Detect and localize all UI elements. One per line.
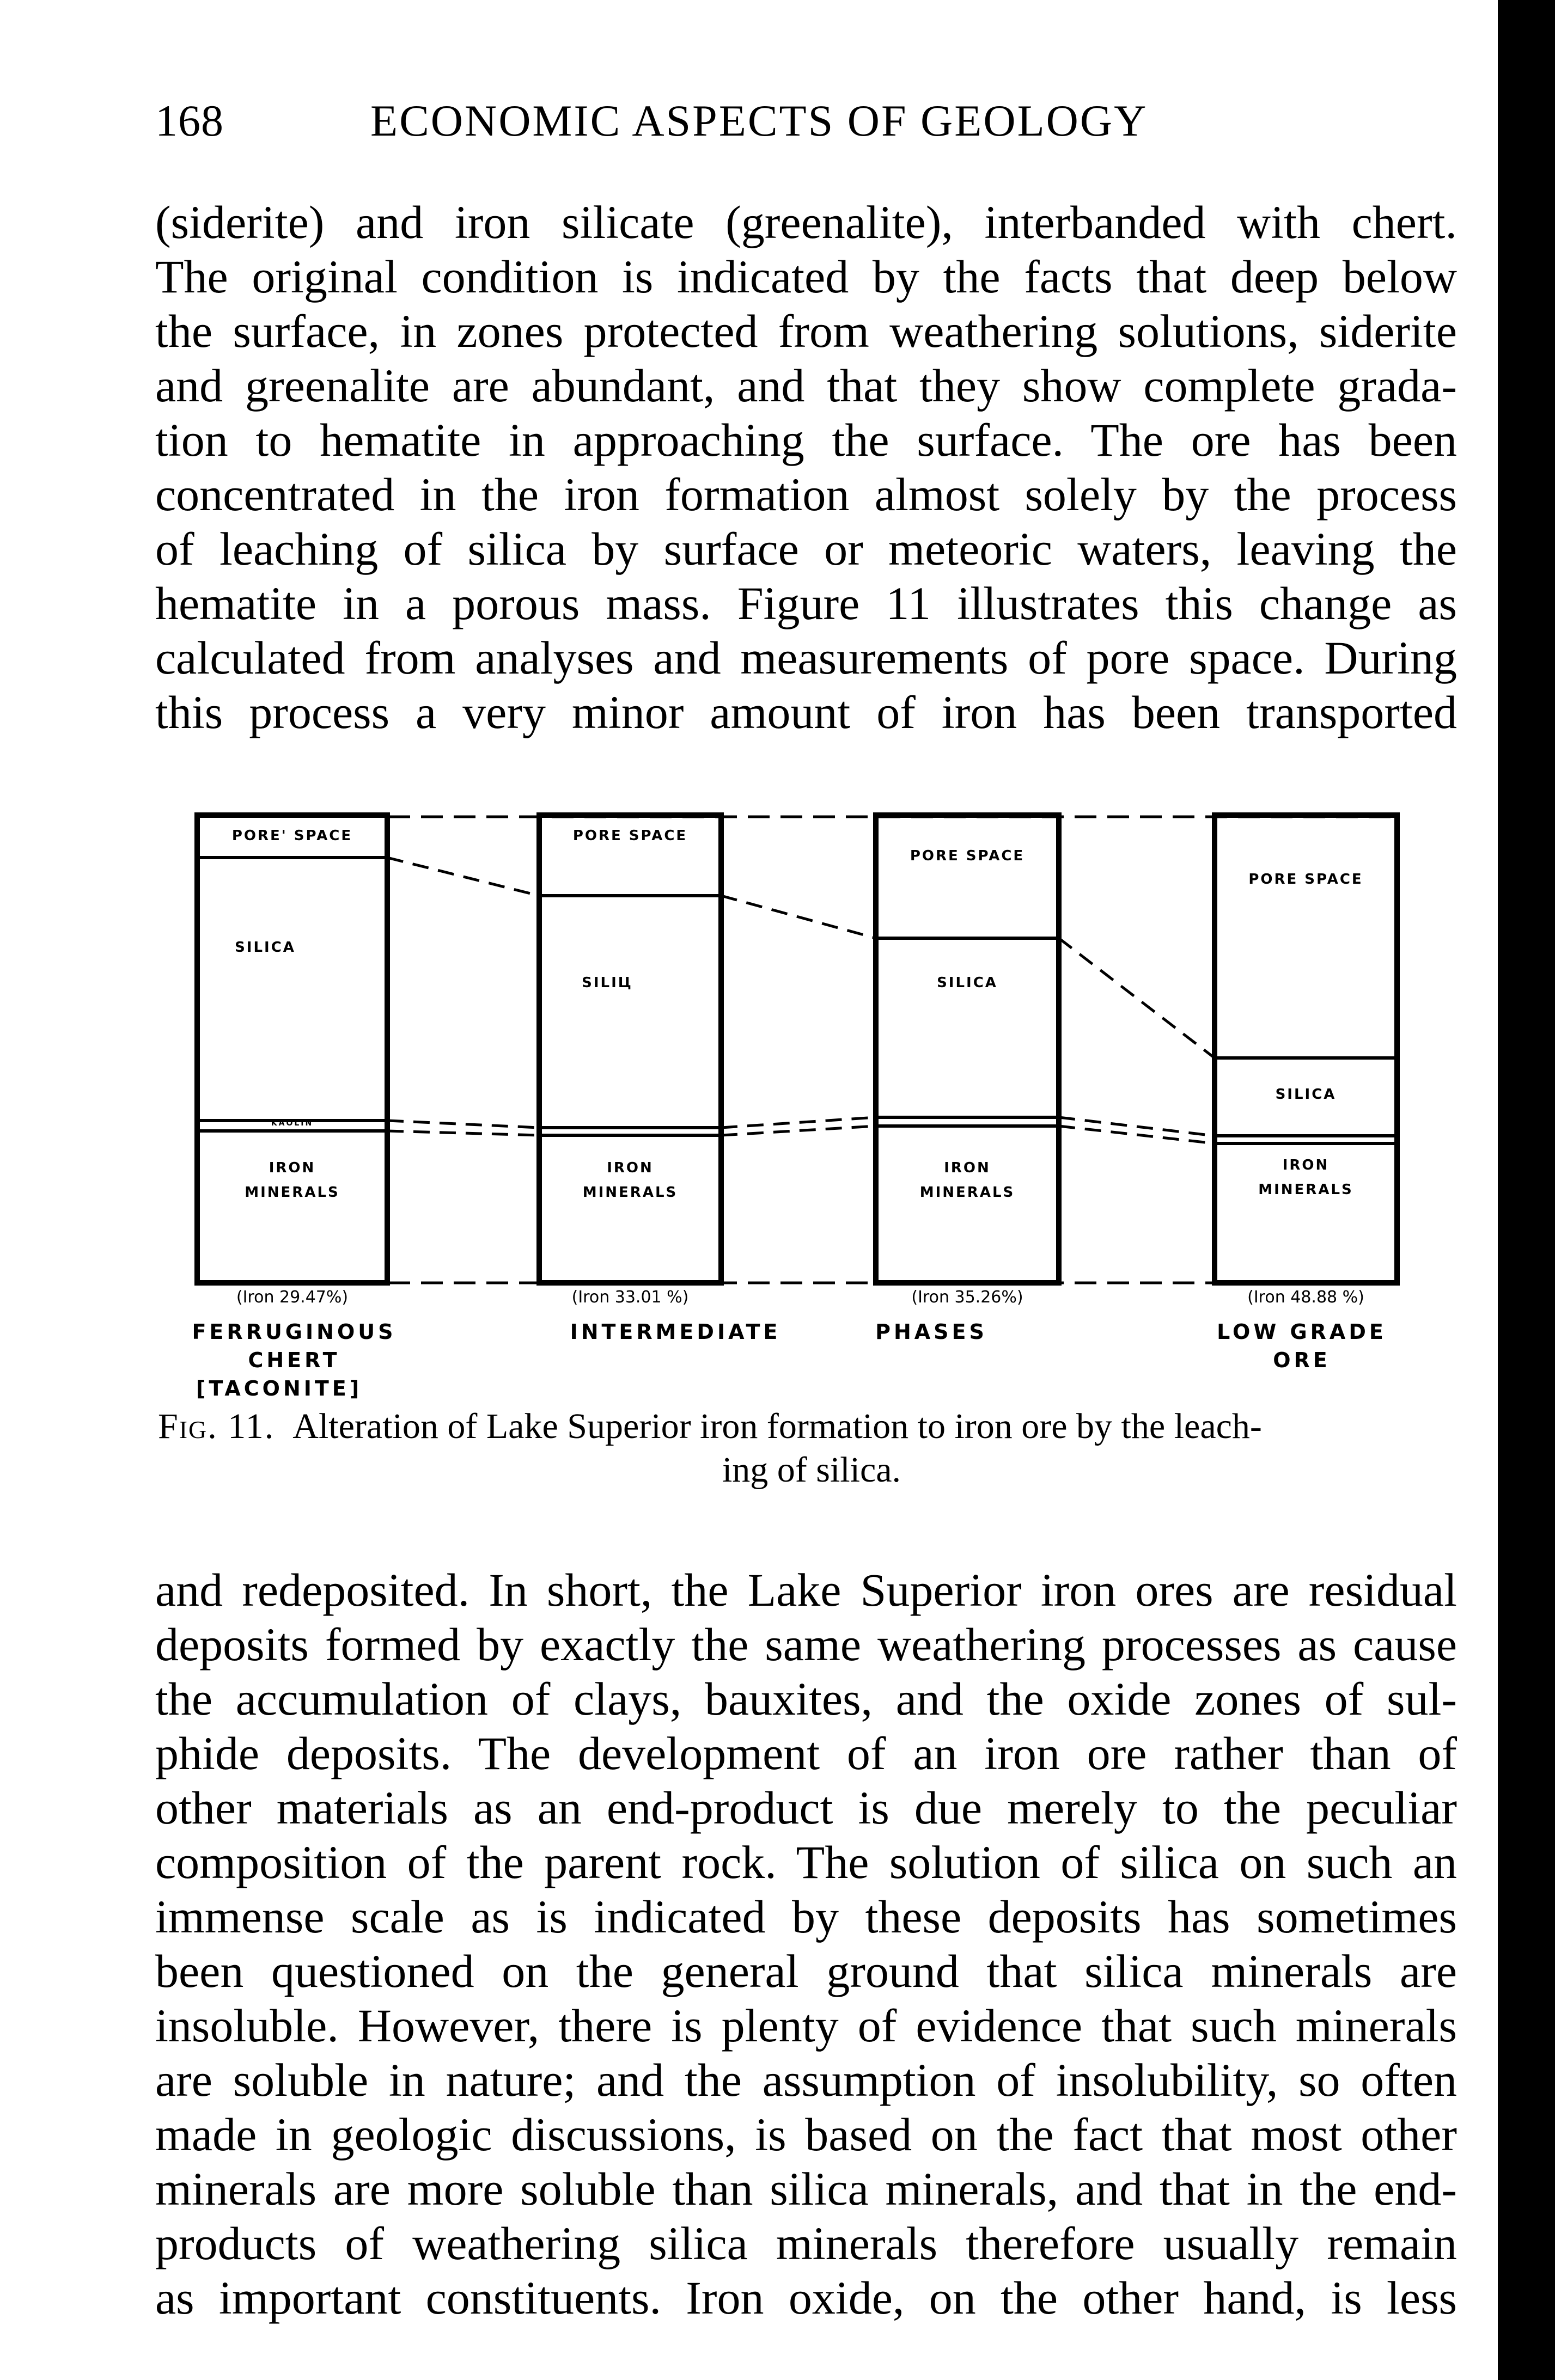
group-line: FERRUGINOUS — [192, 1320, 397, 1344]
caption-line-2: ing of silica. — [722, 1450, 901, 1490]
figure-label: Fig. 11. — [158, 1406, 275, 1446]
group-line: [TACONITE] — [196, 1376, 363, 1400]
text-line: tion to hematite in approaching the surface. The ore has been — [155, 414, 1457, 466]
text-line: hematite in a porous mass. Figure 11 illustrates this change as — [155, 577, 1457, 629]
text-line: insoluble. However, there is plenty of evidence that such minerals — [155, 1999, 1457, 2052]
text-line: composition of the parent rock. The solution of silica on such an — [155, 1836, 1457, 1888]
text-line: concentrated in the iron formation almost solely by the process — [155, 468, 1457, 521]
silica-label-col3: SILICA — [937, 975, 998, 991]
text-line: made in geologic discussions, is based on the fact that most other — [155, 2108, 1457, 2161]
text-line: The original condition is indicated by the facts that deep below — [155, 250, 1457, 303]
running-title: ECONOMIC ASPECTS OF GEOLOGY — [370, 96, 1148, 145]
group-label-intermediate: INTERMEDIATE — [570, 1320, 781, 1344]
text-line: calculated from analyses and measurements of pore space. During — [155, 632, 1457, 684]
minerals-label-col3: MINERALS — [919, 1184, 1015, 1201]
text-line: been questioned on the general ground that silica minerals are — [155, 1945, 1457, 1997]
text-line: and greenalite are abundant, and that they show complete grada- — [155, 359, 1457, 412]
minerals-label-col4: MINERALS — [1258, 1182, 1353, 1198]
caption-line-1: Alteration of Lake Superior iron formation to iron ore by the leach- — [292, 1406, 1262, 1446]
iron-label-col4: IRON — [1282, 1157, 1330, 1173]
text-line: are soluble in nature; and the assumption of insolubility, so often — [155, 2054, 1457, 2106]
text-line: phide deposits. The development of an iron ore rather than of — [155, 1727, 1457, 1779]
silica-label-col4: SILICA — [1275, 1086, 1337, 1103]
group-label-ferruginous-chert — [180, 1318, 408, 1403]
text-line: products of weathering silica minerals therefore usually remain — [155, 2217, 1457, 2269]
group-label-low-grade-ore — [1187, 1318, 1416, 1374]
text-line: of leaching of silica by surface or meteoric waters, leaving the — [155, 523, 1457, 575]
group-line: CHERT — [248, 1348, 340, 1372]
scan-edge-shadow-lower — [1509, 1579, 1555, 2380]
page-number: 168 — [155, 96, 224, 145]
text-line: as important constituents. Iron oxide, on the other hand, is less — [155, 2272, 1457, 2324]
silica-label-col1: SILICA — [235, 939, 296, 956]
iron-label-col2: IRON — [607, 1160, 654, 1176]
iron-percent-col2: (Iron 33.01 %) — [571, 1288, 689, 1307]
iron-percent-col3: (Iron 35.26%) — [911, 1288, 1023, 1307]
text-line: minerals are more soluble than silica minerals, and that in the end- — [155, 2163, 1457, 2215]
text-line: deposits formed by exactly the same weathering processes as cause — [155, 1618, 1457, 1671]
text-line: this process a very minor amount of iron has been transported — [155, 686, 1457, 738]
text-line: immense scale as is indicated by these deposits has sometimes — [155, 1890, 1457, 1943]
kaolin-label-col1: KAOLIN — [271, 1119, 314, 1128]
group-label-phases: PHASES — [875, 1320, 987, 1344]
iron-percent-col4: (Iron 48.88 %) — [1247, 1288, 1364, 1307]
text-line: (siderite) and iron silicate (greenalite), interbanded with chert. — [155, 196, 1457, 248]
pore-space-label-col2: PORE SPACE — [572, 828, 688, 844]
iron-label-col3: IRON — [944, 1160, 991, 1176]
text-line: the surface, in zones protected from weathering solutions, siderite — [155, 305, 1457, 357]
silica-label-col2: SILIЦ — [582, 975, 633, 991]
figure-caption — [158, 1405, 1465, 1492]
text-line: the accumulation of clays, bauxites, and the oxide zones of sul- — [155, 1673, 1457, 1725]
iron-percent-col1: (Iron 29.47%) — [236, 1288, 349, 1307]
pore-space-label-col4: PORE SPACE — [1248, 871, 1363, 888]
text-line: other materials as an end-product is due merely to the peculiar — [155, 1782, 1457, 1834]
group-line: LOW GRADE — [1217, 1320, 1387, 1344]
iron-label-col1: IRON — [269, 1160, 316, 1176]
text-line: and redeposited. In short, the Lake Superior iron ores are residual — [155, 1564, 1457, 1616]
minerals-label-col2: MINERALS — [582, 1184, 678, 1201]
pore-space-label-col1: PORE' SPACE — [231, 828, 353, 844]
paragraph-2 — [155, 1563, 1457, 2325]
group-line: ORE — [1273, 1348, 1331, 1372]
pore-space-label-col3: PORE SPACE — [910, 848, 1025, 864]
minerals-label-col1: MINERALS — [245, 1184, 340, 1201]
